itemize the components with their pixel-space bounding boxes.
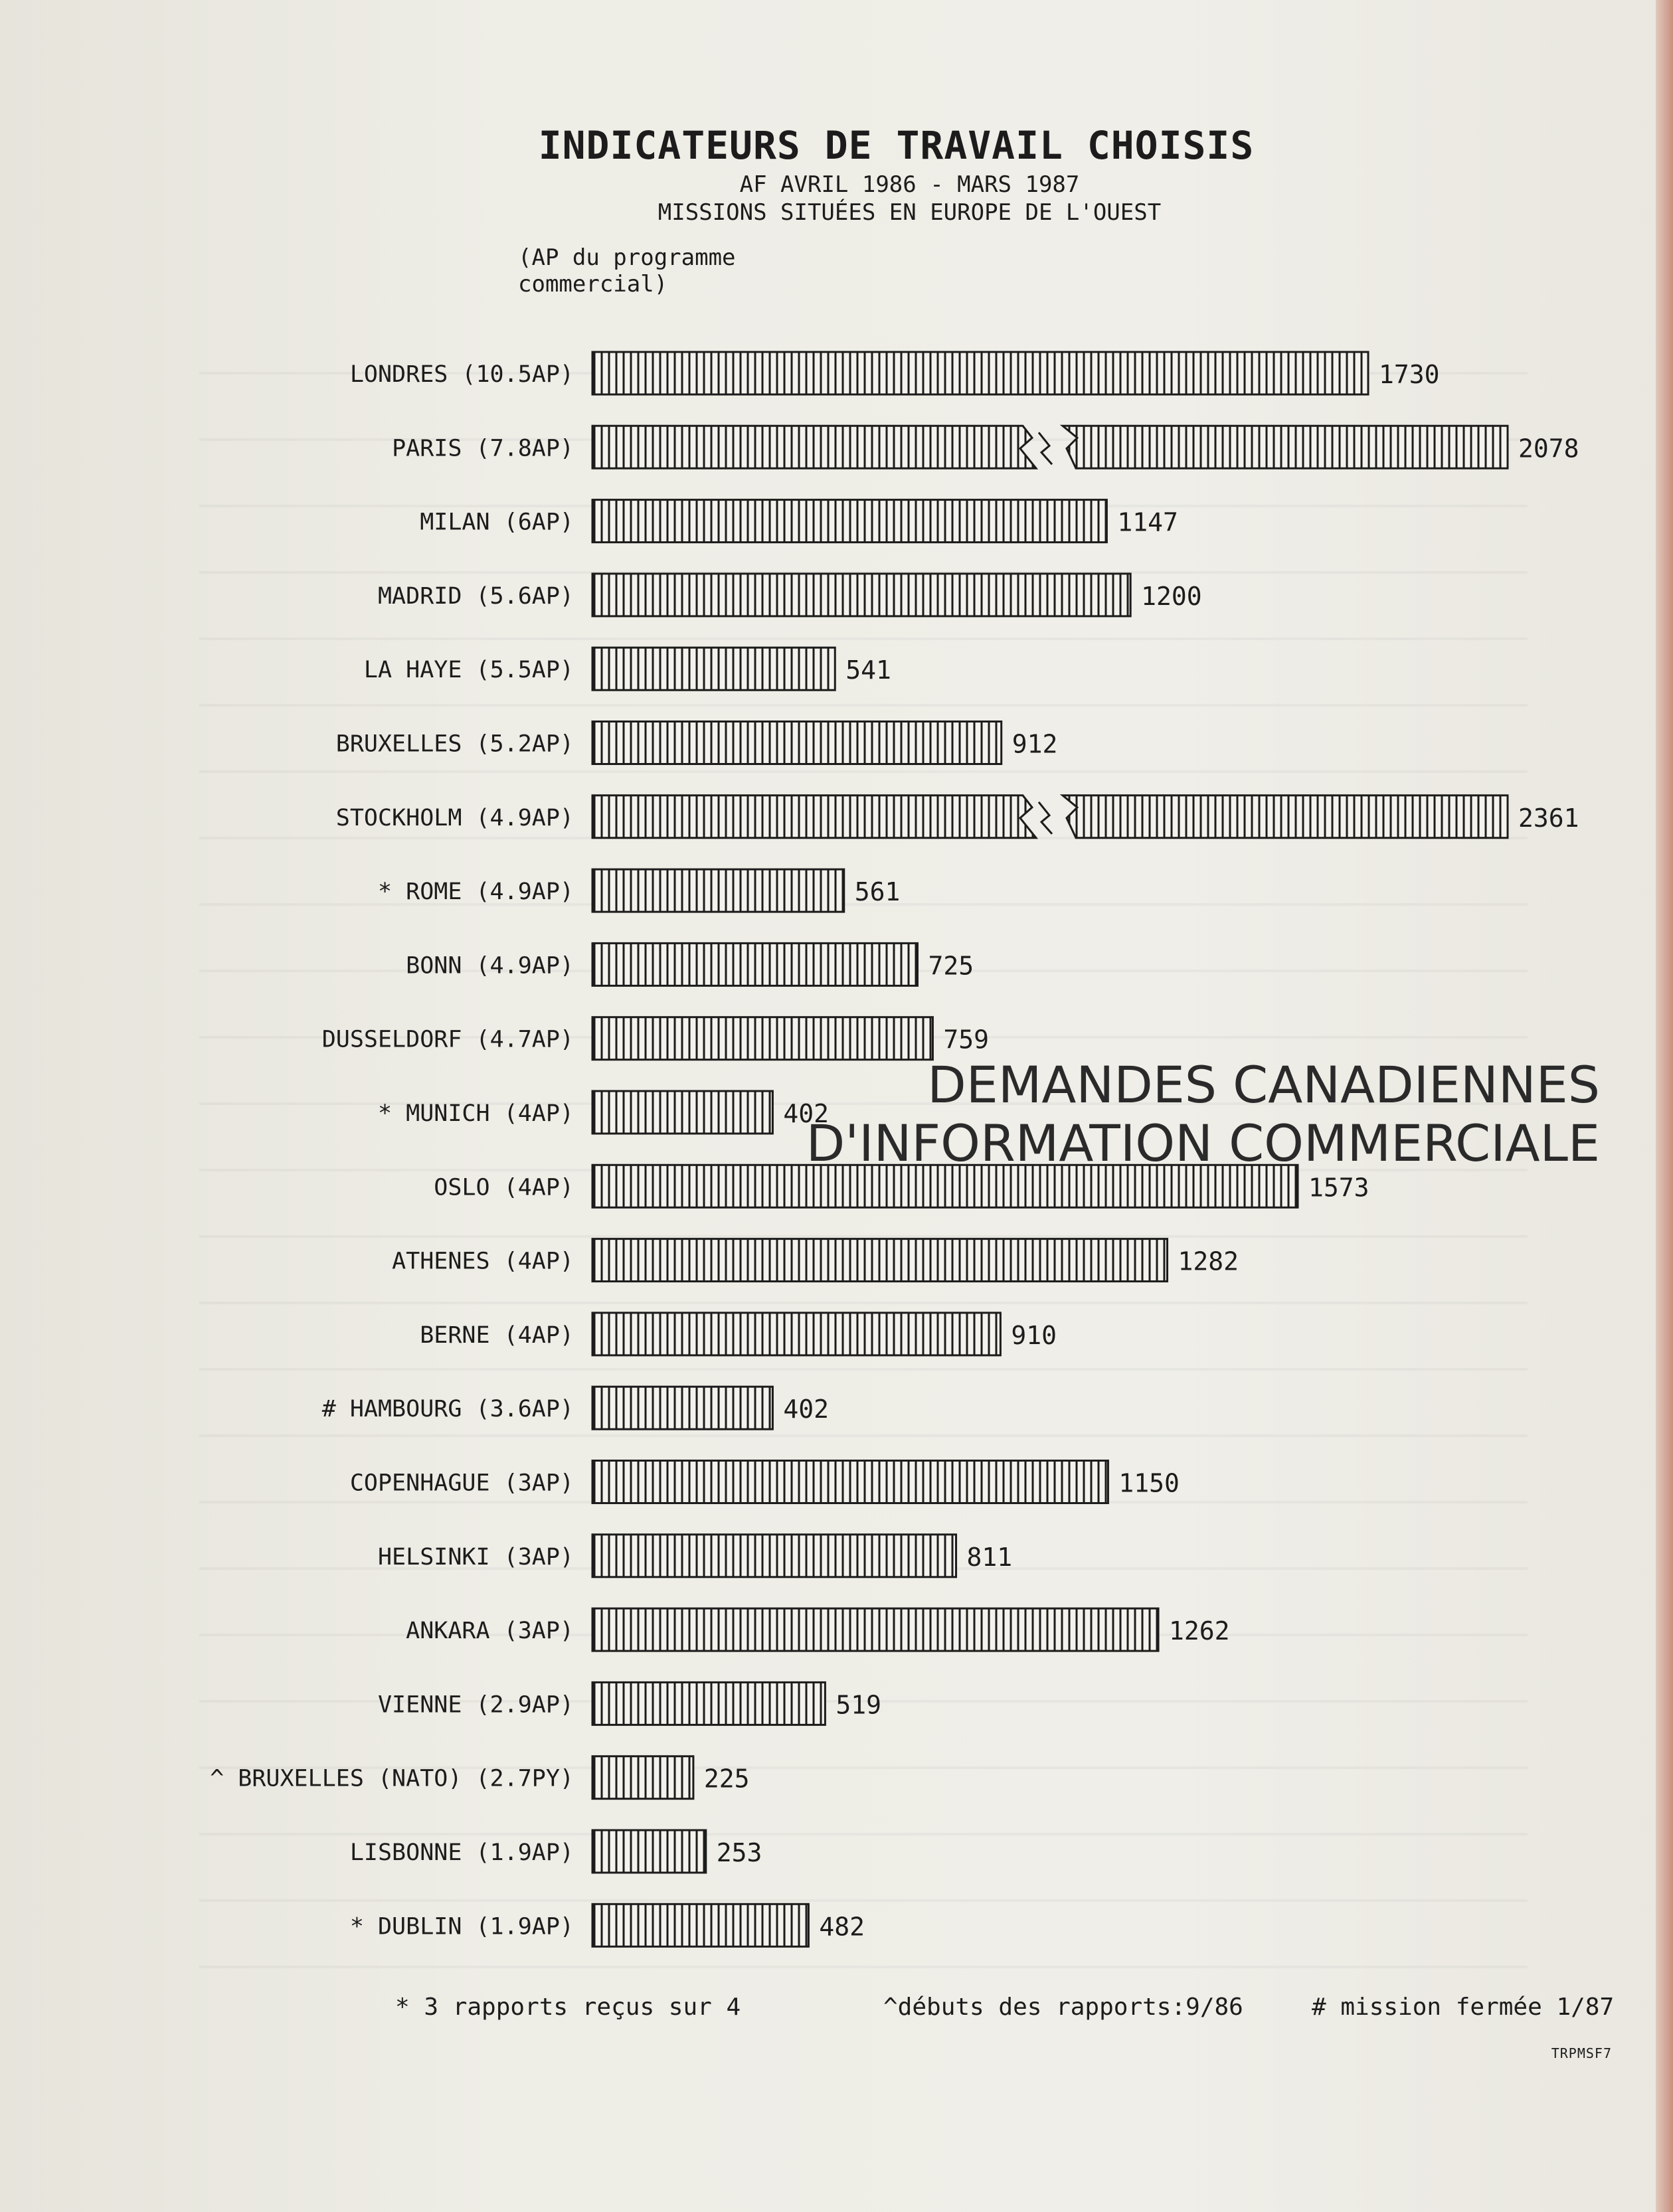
category-label-vienne-2-9ap: VIENNE (2.9AP) xyxy=(377,1691,574,1719)
category-label-la-haye-5-5ap: LA HAYE (5.5AP) xyxy=(363,657,574,684)
value-label-la-haye-5-5ap: 541 xyxy=(845,655,891,685)
value-label-lisbonne-1-9ap: 253 xyxy=(716,1838,762,1867)
ap-unit-note: (AP du programme commercial) xyxy=(518,244,736,298)
bar-vienne-2-9ap xyxy=(592,1682,825,1725)
category-label-stockholm-4-9ap: STOCKHOLM (4.9AP) xyxy=(335,804,574,831)
axis-break-mark-paris-7-8ap xyxy=(1039,432,1052,464)
footnote-reporting-start: ^débuts des rapports:9/86 xyxy=(883,1994,1243,2021)
value-label-bonn-4-9ap: 725 xyxy=(928,951,974,981)
value-label-hambourg-3-6ap: 402 xyxy=(783,1395,830,1424)
category-label-dusseldorf-4-7ap: DUSSELDORF (4.7AP) xyxy=(321,1026,574,1053)
value-label-helsinki-3ap: 811 xyxy=(966,1542,1013,1572)
series-overlay-label xyxy=(806,1056,1600,1173)
category-label-lisbonne-1-9ap: LISBONNE (1.9AP) xyxy=(349,1839,574,1866)
category-label-milan-6ap: MILAN (6AP) xyxy=(420,509,574,536)
series-label-line2: D'INFORMATION COMMERCIALE xyxy=(806,1114,1600,1173)
value-label-berne-4ap: 910 xyxy=(1011,1320,1057,1350)
category-label-copenhague-3ap: COPENHAGUE (3AP) xyxy=(349,1470,574,1497)
value-label-munich-4ap: 402 xyxy=(783,1099,830,1128)
value-label-dusseldorf-4-7ap: 759 xyxy=(943,1025,990,1055)
category-label-bonn-4-9ap: BONN (4.9AP) xyxy=(406,952,574,979)
footnote-partial-reports: * 3 rapports reçus sur 4 xyxy=(395,1994,741,2021)
category-label-berne-4ap: BERNE (4AP) xyxy=(420,1321,574,1349)
bar-paris-7-8ap-segment-2 xyxy=(1063,426,1508,468)
value-label-rome-4-9ap: 561 xyxy=(854,877,901,907)
bar-londres-10-5ap xyxy=(592,352,1368,394)
value-label-dublin-1-9ap: 482 xyxy=(819,1912,865,1942)
bar-helsinki-3ap xyxy=(592,1535,956,1577)
value-label-paris-7-8ap: 2078 xyxy=(1518,434,1579,464)
value-label-athenes-4ap: 1282 xyxy=(1178,1246,1239,1276)
category-label-rome-4-9ap: * ROME (4.9AP) xyxy=(377,879,574,906)
bar-madrid-5-6ap xyxy=(592,574,1130,616)
bar-dusseldorf-4-7ap xyxy=(592,1017,932,1060)
bar-athenes-4ap xyxy=(592,1239,1168,1282)
category-label-paris-7-8ap: PARIS (7.8AP) xyxy=(392,435,574,462)
bar-milan-6ap xyxy=(592,500,1106,543)
bar-lisbonne-1-9ap xyxy=(592,1830,706,1873)
category-label-athenes-4ap: ATHENES (4AP) xyxy=(392,1248,574,1275)
value-label-stockholm-4-9ap: 2361 xyxy=(1518,803,1579,833)
value-label-milan-6ap: 1147 xyxy=(1117,507,1178,537)
category-label-helsinki-3ap: HELSINKI (3AP) xyxy=(377,1543,574,1571)
category-label-bruxelles-5-2ap: BRUXELLES (5.2AP) xyxy=(335,730,574,758)
bar-hambourg-3-6ap xyxy=(592,1387,772,1429)
category-label-munich-4ap: * MUNICH (4AP) xyxy=(377,1100,574,1127)
bar-stockholm-4-9ap-segment-2 xyxy=(1063,796,1508,838)
category-label-londres-10-5ap: LONDRES (10.5AP) xyxy=(349,361,574,388)
chart-subtitle-period: AF AVRIL 1986 - MARS 1987 xyxy=(739,171,1080,198)
bar-bruxelles-5-2ap xyxy=(592,722,1002,764)
bar-copenhague-3ap xyxy=(592,1461,1108,1503)
chart-subtitle-region: MISSIONS SITUÉES EN EUROPE DE L'OUEST xyxy=(658,199,1162,226)
bar-paris-7-8ap-segment-1 xyxy=(592,426,1036,468)
value-label-londres-10-5ap: 1730 xyxy=(1379,360,1440,389)
category-label-oslo-4ap: OSLO (4AP) xyxy=(434,1174,574,1201)
document-reference: TRPMSF7 xyxy=(1551,2045,1612,2061)
value-label-copenhague-3ap: 1150 xyxy=(1118,1468,1180,1498)
category-label-hambourg-3-6ap: # HAMBOURG (3.6AP) xyxy=(321,1396,574,1423)
category-label-ankara-3ap: ANKARA (3AP) xyxy=(406,1618,574,1645)
bar-bonn-4-9ap xyxy=(592,943,917,985)
category-label-madrid-5-6ap: MADRID (5.6AP) xyxy=(377,582,574,610)
axis-break-mark-stockholm-4-9ap xyxy=(1039,802,1052,834)
value-label-madrid-5-6ap: 1200 xyxy=(1141,581,1202,611)
value-label-bruxelles-nato-2-7py: 225 xyxy=(703,1764,750,1794)
bar-rome-4-9ap xyxy=(592,869,844,912)
bar-ankara-3ap xyxy=(592,1608,1158,1651)
value-label-oslo-4ap: 1573 xyxy=(1308,1173,1369,1203)
value-label-bruxelles-5-2ap: 912 xyxy=(1012,729,1058,759)
bar-berne-4ap xyxy=(592,1313,1000,1355)
series-label-line1: DEMANDES CANADIENNES xyxy=(927,1055,1600,1114)
category-label-bruxelles-nato-2-7py: ^ BRUXELLES (NATO) (2.7PY) xyxy=(210,1765,574,1792)
bar-stockholm-4-9ap-segment-1 xyxy=(592,796,1036,838)
category-label-dublin-1-9ap: * DUBLIN (1.9AP) xyxy=(349,1913,574,1940)
bar-dublin-1-9ap xyxy=(592,1904,808,1946)
bar-munich-4ap xyxy=(592,1091,772,1134)
bar-bruxelles-nato-2-7py xyxy=(592,1756,693,1799)
footnote-mission-closed: # mission fermée 1/87 xyxy=(1312,1994,1615,2021)
value-label-vienne-2-9ap: 519 xyxy=(836,1690,882,1720)
bar-la-haye-5-5ap xyxy=(592,647,835,690)
value-label-ankara-3ap: 1262 xyxy=(1169,1616,1230,1646)
chart-title: INDICATEURS DE TRAVAIL CHOISIS xyxy=(538,123,1255,168)
